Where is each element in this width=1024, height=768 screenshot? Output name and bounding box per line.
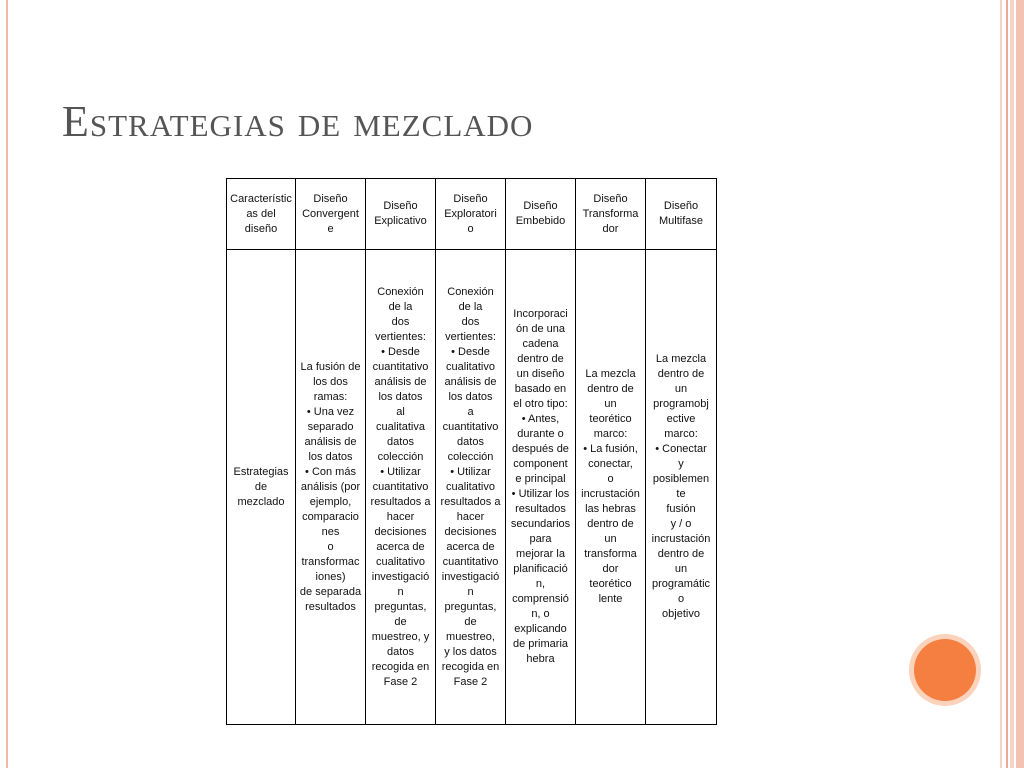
row-label-cell: Estrategias de mezclado [227, 250, 296, 725]
header-cell-embedded: Diseño Embebido [506, 179, 576, 250]
decorative-stripe [1006, 0, 1008, 768]
decorative-stripe [1010, 0, 1014, 768]
table-cell-transformative: La mezcla dentro de un teorético marco: • La fusión, conectar, o incrustación las hebras dentro de un transforma dor teorético lente [576, 250, 646, 725]
table-cell-exploratory: Conexión de la dos vertientes: • Desde cualitativo análisis de los datos a cuantitativo datos colección • Utilizar cualitativo resultados a hacer decisiones acerca de cuantitativo investigació n preguntas, de muestreo, y los datos recogida en Fase 2 [436, 250, 506, 725]
table-cell-embedded: Incorporaci ón de una cadena dentro de un diseño basado en el otro tipo: • Antes, durante o después de component e principal • Utilizar los resultados secundarios para mejorar la planificació n, comprensió n, o explicando de primaria hebra [506, 250, 576, 725]
table-header-row [227, 179, 717, 250]
decorative-stripe [1000, 0, 1002, 768]
header-cell-explanatory: Diseño Explicativo [366, 179, 436, 250]
accent-circle [914, 639, 976, 701]
header-cell-multiphase: Diseño Multifase [646, 179, 717, 250]
decorative-stripe [1016, 0, 1024, 768]
header-cell-exploratory: Diseño Exploratori o [436, 179, 506, 250]
table-cell-convergent: La fusión de los dos ramas: • Una vez separado análisis de los datos • Con más análisis (por ejemplo, comparacio nes o transformac iones) de separada resultados [296, 250, 366, 725]
header-cell-transformative: Diseño Transforma dor [576, 179, 646, 250]
table-cell-multiphase: La mezcla dentro de un programobj ective marco: • Conectar y posiblemen te fusión y / o incrustación dentro de un programátic o objetivo [646, 250, 717, 725]
table-row [227, 250, 717, 725]
table-cell-explanatory: Conexión de la dos vertientes: • Desde cuantitativo análisis de los datos al cualitativa datos colección • Utilizar cuantitativo resultados a hacer decisiones acerca de cualitativo investigació n preguntas, de muestreo, y datos recogida en Fase 2 [366, 250, 436, 725]
slide-title: Estrategias de mezclado [62, 97, 534, 146]
design-strategies-table [226, 178, 717, 725]
header-cell-convergent: Diseño Convergent e [296, 179, 366, 250]
header-cell-design-characteristics: Característic as del diseño [227, 179, 296, 250]
